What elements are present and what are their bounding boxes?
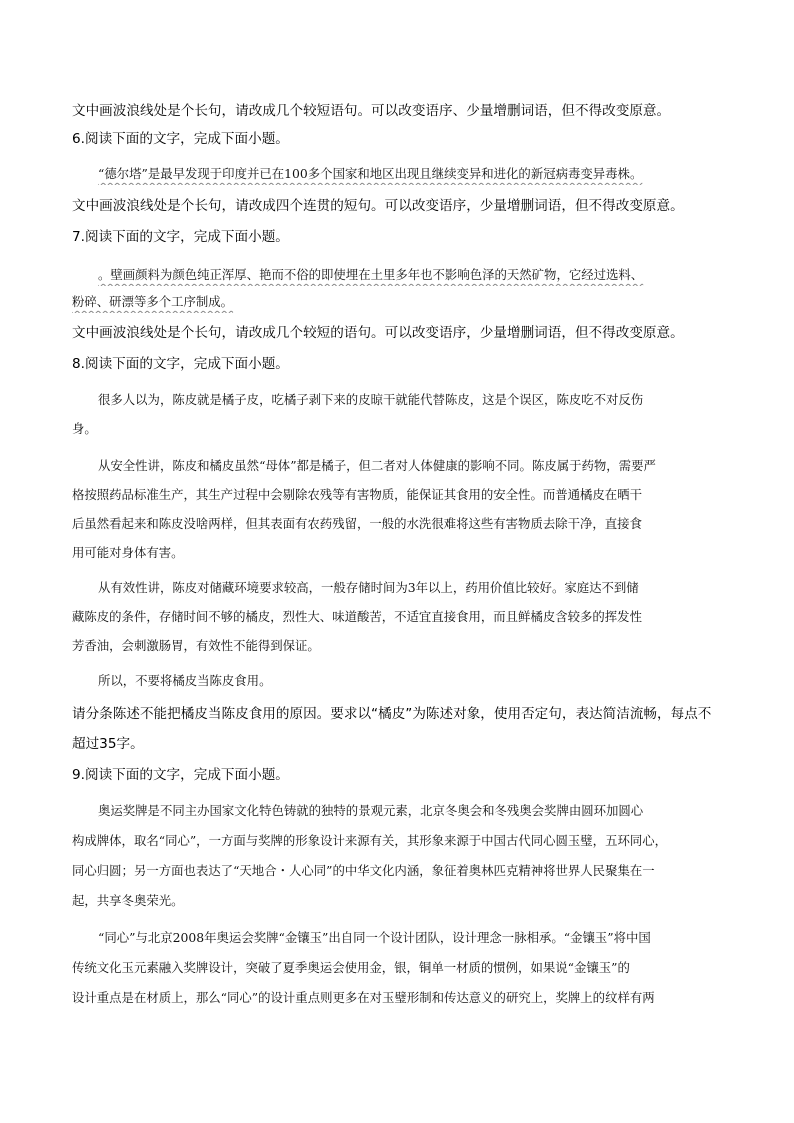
wavy-underlined-sentence: 粉碎、研漂等多个工序制成。 <box>72 294 234 309</box>
instruction-text: 文中画波浪线处是个长句，请改成四个连贯的短句。可以改变语序，少量增删词语，但不得改变原意。 <box>72 198 684 214</box>
passage-text: “同心”与北京2008年奥运会奖牌“金镶玉”出自同一个设计团队，设计理念一脉相承。“金镶玉”将中国 <box>98 930 651 945</box>
instruction-text: 超过35字。 <box>72 736 144 752</box>
passage-text: 同心归圆；另一方面也表达了“天地合・人心同”的中华文化内涵，象征着奥林匹克精神将世界人民聚集在一 <box>72 863 655 878</box>
question-heading: 8.阅读下面的文字，完成下面小题。 <box>72 356 289 372</box>
passage-text: 从有效性讲，陈皮对储藏环境要求较高，一般存储时间为3年以上，药用价值比较好。家庭达不到储 <box>98 580 639 595</box>
wavy-underlined-sentence: 。壁画颜料为颜色纯正浑厚、艳而不俗的即使埋在土里多年也不影响色泽的天然矿物，它经过选料、 <box>98 267 644 282</box>
instruction-text: 请分条陈述不能把橘皮当陈皮食用的原因。要求以“橘皮”为陈述对象，使用否定句，表达简洁流畅，每点不 <box>72 706 712 722</box>
passage-text: 格按照药品标准生产，其生产过程中会剔除农残等有害物质，能保证其食用的安全性。而普通橘皮在晒干 <box>72 487 642 502</box>
question-heading: 6.阅读下面的文字，完成下面小题。 <box>72 131 289 147</box>
wavy-underlined-sentence: “德尔塔”是最早发现于印度并已在100多个国家和地区出现且继续变异和进化的新冠病毒变异毒株。 <box>98 166 643 181</box>
passage-text: 芳香油，会刺激肠胃，有效性不能得到保证。 <box>72 638 320 653</box>
passage-text: 很多人以为，陈皮就是橘子皮，吃橘子剥下来的皮晾干就能代替陈皮，这是个误区，陈皮吃不对反伤 <box>98 392 644 407</box>
passage-text: 所以，不要将橘皮当陈皮食用。 <box>98 673 272 688</box>
passage-text: 用可能对身体有害。 <box>72 545 184 560</box>
question-heading: 9.阅读下面的文字，完成下面小题。 <box>72 767 289 783</box>
instruction-text: 文中画波浪线处是个长句，请改成几个较短的语句。可以改变语序，少量增删词语，但不得改变原意。 <box>72 325 684 341</box>
passage-text: 起，共享冬奥荣光。 <box>72 893 184 908</box>
passage-text: 构成牌体，取名“同心”，一方面与奖牌的形象设计来源有关，其形象来源于中国古代同心圆玉璧，五环同心， <box>72 833 668 848</box>
passage-text: 藏陈皮的条件，存储时间不够的橘皮，烈性大、味道酸苦，不适宜直接食用，而且鲜橘皮含较多的挥发性 <box>72 609 642 624</box>
passage-text <box>98 163 722 185</box>
passage-text: 从安全性讲，陈皮和橘皮虽然“母体”都是橘子，但二者对人体健康的影响不同。陈皮属于药物，需要严 <box>98 458 656 473</box>
passage-text <box>98 264 722 286</box>
passage-text: 奥运奖牌是不同主办国家文化特色铸就的独特的景观元素，北京冬奥会和冬残奥会奖牌由圆环加圆心 <box>98 803 644 818</box>
passage-text: 设计重点是在材质上，那么“同心”的设计重点则更多在对玉璧形制和传达意义的研究上，奖牌上的纹样有两 <box>72 990 655 1005</box>
instruction-text: 文中画波浪线处是个长句，请改成几个较短语句。可以改变语序、少量增删词语，但不得改变原意。 <box>72 103 671 119</box>
passage-text: 传统文化玉元素融入奖牌设计，突破了夏季奥运会使用金，银，铜单一材质的惯例，如果说“金镶玉”的 <box>72 960 630 975</box>
passage-text <box>72 291 722 313</box>
passage-text: 后虽然看起来和陈皮没啥两样，但其表面有农药残留，一般的水洗很难将这些有害物质去除干净，直接食 <box>72 516 642 531</box>
question-heading: 7.阅读下面的文字，完成下面小题。 <box>72 229 289 245</box>
passage-text: 身。 <box>72 421 97 436</box>
